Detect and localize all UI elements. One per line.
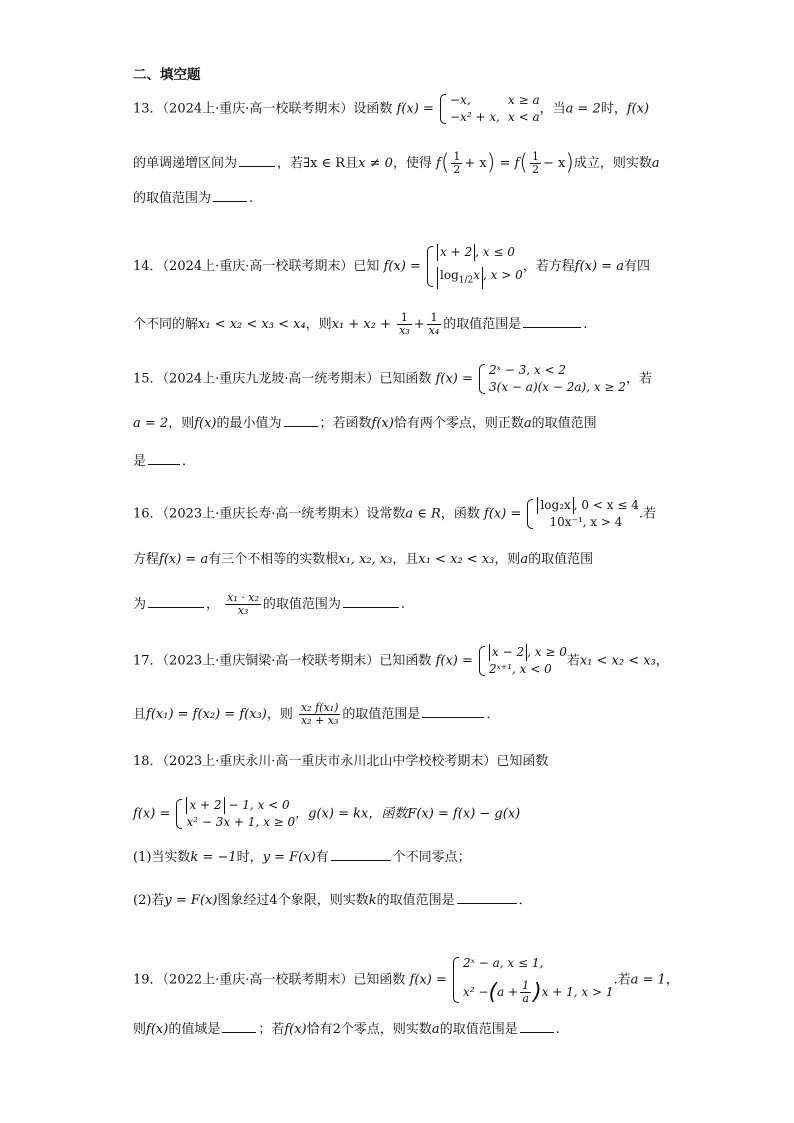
q16-source: （2023上·重庆长寿·高一统考期末） <box>162 506 367 522</box>
q14-line2: 个不同的解x₁ < x₂ < x₃ < x₄，则x₁ + x₂ + $\frac{1}{\text{x₃}}$ + $\frac{1}{\text{x₄}}$ 的取值范围是 . <box>133 311 588 337</box>
q14-line1: 14．（2024上·重庆·高一校联考期末）已知 f(x) = x + 2 , x ≤ 0 $\log_{1/2}x$ , x > 0 ，若方程f(x) = a有四 <box>133 244 650 289</box>
q17-source: （2023上·重庆铜梁·高一校联考期末） <box>162 653 380 669</box>
q15-blank-1[interactable] <box>284 414 318 427</box>
q19-line2: 则f(x)的值域是 ；若f(x)恰有2个零点，则实数a的取值范围是 . <box>133 1022 560 1037</box>
q15-line2: a = 2，则f(x)的最小值为 ；若函数f(x)恰有两个零点，则正数a的取值范围 <box>133 416 597 431</box>
q18-part2: (2)若y = F(x)图象经过4个象限，则实数k的取值范围是 ． <box>133 893 532 908</box>
q18-source: （2023上·重庆永川·高一重庆市永川北山中学校校考期末） <box>162 754 497 769</box>
q16-line2: 方程f(x) = a有三个不相等的实数根x₁, x₂, x₃，且x₁ < x₂ < x₃，则a的取值范围 <box>133 552 594 567</box>
q18-line1: 18．（2023上·重庆永川·高一重庆市永川北山中学校校考期末）已知函数 <box>133 754 549 769</box>
q18-blank-1[interactable] <box>331 848 391 861</box>
q19-blank-1[interactable] <box>222 1020 256 1033</box>
q15-source: （2024上·重庆九龙坡·高一统考期末） <box>162 371 380 387</box>
q19-piecewise: 2ˣ − a, x ≤ 1, x² −(a + $\frac{1}{a}$ )x + 1, x > 1 <box>453 955 613 1005</box>
q16-number: 16． <box>133 506 163 522</box>
q16-piecewise: log₂x , 0 < x ≤ 4 10x⁻¹, x > 4 <box>527 497 638 531</box>
q13-source: （2024上·重庆·高一校联考期末） <box>162 101 354 117</box>
q18-blank-2[interactable] <box>457 891 517 904</box>
q16-line1: 16．（2023上·重庆长寿·高一统考期末）设常数a ∈ R，函数 f(x) = log₂x , 0 < x ≤ 4 10x⁻¹, x > 4 .若 <box>133 498 656 529</box>
q17-number: 17． <box>133 653 163 669</box>
q17-blank[interactable] <box>422 705 484 718</box>
q17-piecewise: x − 2 , x ≥ 0 2ˣ⁺¹, x < 0 <box>479 644 567 678</box>
q17-line1: 17．（2023上·重庆铜梁·高一校联考期末）已知函数 f(x) = x − 2 , x ≥ 0 2ˣ⁺¹, x < 0 若x₁ < x₂ < x₃， <box>133 645 669 676</box>
q13-number: 13． <box>133 101 163 117</box>
q13-line3: 的取值范围为 . <box>133 191 254 206</box>
q14-source: （2024上·重庆·高一校联考期末） <box>162 259 354 275</box>
q19-number: 19． <box>133 972 163 988</box>
q15-number: 15． <box>133 371 163 387</box>
q18-piecewise: x + 2 − 1, x < 0 x² − 3x + 1, x ≥ 0 <box>176 797 295 831</box>
q14-number: 14． <box>133 259 163 275</box>
q16-line3: 为 ， $\frac{\text{x₁ · x₂}}{\text{x₃}}$ 的取值范围为 . <box>133 591 406 617</box>
q15-line1: 15．（2024上·重庆九龙坡·高一统考期末）已知函数 f(x) = 2ˣ − 3, x < 2 3(x − a)(x − 2a), x ≥ 2 ，若 <box>133 363 652 394</box>
q19-source: （2022上·重庆·高一校联考期末） <box>162 972 354 988</box>
q17-line2: 且f(x₁) = f(x₂) = f(x₃)，则 $\frac{\text{x₂ f(x₁)}}{\text{x₂ + x₃}}$ 的取值范围是 ． <box>133 701 500 727</box>
q18-part1: (1)当实数k = −1时，y = F(x)有 个不同零点； <box>133 850 471 865</box>
q13-blank-1[interactable] <box>239 154 275 167</box>
q15-blank-2[interactable] <box>148 452 180 465</box>
q19-blank-2[interactable] <box>520 1020 554 1033</box>
q18-line2: f(x) = x + 2 − 1, x < 0 x² − 3x + 1, x ≥ 0 ，g(x) = kx，函数F(x) = f(x) − g(x) <box>133 798 521 829</box>
q13-line1: 13．（2024上·重庆·高一校联考期末）设函数 f(x) = −x, x ≥ a −x² + x, x < a ，当a = 2时，f(x) <box>133 93 650 124</box>
q18-number: 18． <box>133 754 163 769</box>
q15-piecewise: 2ˣ − 3, x < 2 3(x − a)(x − 2a), x ≥ 2 <box>479 362 626 396</box>
q13-line2: 的单调递增区间为 ，若∃x ∈ R且x ≠ 0，使得 f( $\frac{1}{2}$ + x) = f( $\frac{1}{2}$ − x)成立，则实数a <box>133 150 660 176</box>
q14-blank[interactable] <box>523 315 581 328</box>
q13-blank-2[interactable] <box>213 189 247 202</box>
section-title: 二、填空题 <box>133 67 201 83</box>
q15-line3: 是 ． <box>133 454 196 469</box>
q16-blank-2[interactable] <box>343 595 399 608</box>
q14-piecewise: x + 2 , x ≤ 0 $\log_{1/2}x$ , x > 0 <box>427 244 523 289</box>
q13-piecewise: −x, x ≥ a −x² + x, x < a <box>440 92 540 126</box>
q16-blank-1[interactable] <box>148 595 204 608</box>
q19-line1: 19．（2022上·重庆·高一校联考期末）已知函数 f(x) = 2ˣ − a, x ≤ 1, x² −(a + $\frac{1}{a}$ )x + 1, x > 1 .若a = 1， <box>133 956 679 1005</box>
